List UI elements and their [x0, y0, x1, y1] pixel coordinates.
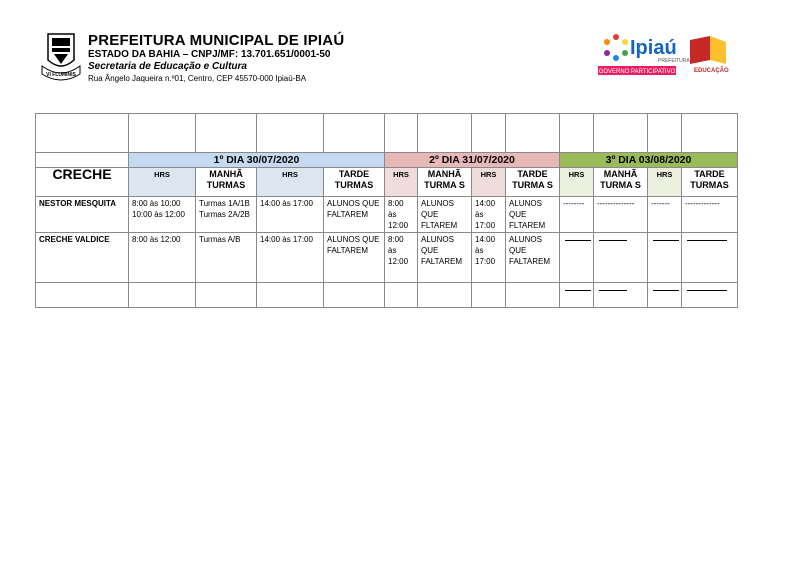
table-row: [36, 114, 738, 153]
col-head: MANHÃ TURMAS: [196, 168, 257, 197]
col-head: HRS: [129, 168, 196, 197]
logo-wordmark: Ipiaú: [630, 37, 677, 59]
blank-line: [653, 290, 679, 291]
creche-name: CRECHE VALDICE: [36, 233, 129, 283]
table-cell: -------: [648, 197, 682, 233]
table-cell: 8:00 às 12:00: [385, 233, 418, 283]
table-cell: [648, 233, 682, 283]
table-cell: 14:00 às 17:00: [472, 197, 506, 233]
table-cell: 14:00 às 17:00: [257, 197, 324, 233]
col-head: HRS: [257, 168, 324, 197]
table-row-column-heads: [36, 168, 738, 197]
creche-label: CRECHE: [36, 168, 129, 197]
schedule-table: [35, 113, 738, 308]
table-cell: [594, 283, 648, 308]
col-head: TARDE TURMA S: [506, 168, 560, 197]
blank-line: [565, 290, 591, 291]
crest-motto: VI FLUMINIS: [46, 72, 76, 78]
table-cell: Turmas A/B: [196, 233, 257, 283]
table-cell: 14:00 às 17:00: [472, 233, 506, 283]
table-cell: 8:00 às 10:00 10:00 às 12:00: [129, 197, 196, 233]
logo-educacao: EDUCAÇÃO: [694, 68, 729, 74]
ipiau-logo-icon: [598, 30, 758, 80]
header-subtitle: ESTADO DA BAHIA – CNPJ/MF: 13.701.651/0001-50: [88, 49, 331, 60]
table-cell: -------------: [682, 197, 738, 233]
col-head: HRS: [472, 168, 506, 197]
table-cell: ALUNOS QUE FLTAREM: [506, 197, 560, 233]
header-secretaria: Secretaria de Educação e Cultura: [88, 61, 247, 72]
table-cell: [560, 233, 594, 283]
table-cell: 8:00 às 12:00: [385, 197, 418, 233]
day-1-header: 1º DIA 30/07/2020: [129, 153, 385, 168]
blank-line: [687, 240, 727, 241]
logo-prefeitura: PREFEITURA: [658, 58, 690, 64]
table-cell: 14:00 às 17:00: [257, 233, 324, 283]
day-2-header: 2º DIA 31/07/2020: [385, 153, 560, 168]
table-cell: [560, 283, 594, 308]
table-cell: ALUNOS QUE FALTAREM: [506, 233, 560, 283]
table-cell: [648, 283, 682, 308]
header-text: [88, 32, 344, 84]
blank-line: [565, 240, 591, 241]
header-address: Rua Ângelo Jaqueira n.º01, Centro, CEP 45570-000 Ipiaú-BA: [88, 74, 307, 83]
creche-name: NESTOR MESQUITA: [36, 197, 129, 233]
blank-line: [653, 240, 679, 241]
table-cell: --------------: [594, 197, 648, 233]
col-head: HRS: [385, 168, 418, 197]
blank-line: [599, 290, 627, 291]
table-cell: ALUNOS QUE FALTAREM: [324, 233, 385, 283]
logo-banner: GOVERNO PARTICIPATIVO: [598, 69, 676, 75]
col-head: MANHÃ TURMA S: [594, 168, 648, 197]
table-row: [36, 197, 738, 233]
col-head: MANHÃ TURMA S: [418, 168, 472, 197]
table-row: [36, 233, 738, 283]
table-cell: [682, 283, 738, 308]
blank-line: [687, 290, 727, 291]
coat-of-arms-icon: [40, 30, 82, 82]
document-header: [38, 30, 760, 90]
blank-line: [599, 240, 627, 241]
table-cell: 8:00 às 12:00: [129, 233, 196, 283]
col-head: HRS: [648, 168, 682, 197]
table-cell: --------: [560, 197, 594, 233]
day-3-header: 3º DIA 03/08/2020: [560, 153, 738, 168]
table-cell: ALUNOS QUE FLTAREM: [418, 197, 472, 233]
col-head: TARDE TURMAS: [324, 168, 385, 197]
table-cell: ALUNOS QUE FALTAREM: [418, 233, 472, 283]
table-cell: ALUNOS QUE FALTAREM: [324, 197, 385, 233]
col-head: TARDE TURMAS: [682, 168, 738, 197]
page-title: PREFEITURA MUNICIPAL DE IPIAÚ: [88, 32, 345, 49]
table-cell: [594, 233, 648, 283]
col-head: HRS: [560, 168, 594, 197]
table-cell: [682, 233, 738, 283]
table-row: [36, 283, 738, 308]
table-row-days: [36, 153, 738, 168]
table-cell: Turmas 1A/1B Turmas 2A/2B: [196, 197, 257, 233]
